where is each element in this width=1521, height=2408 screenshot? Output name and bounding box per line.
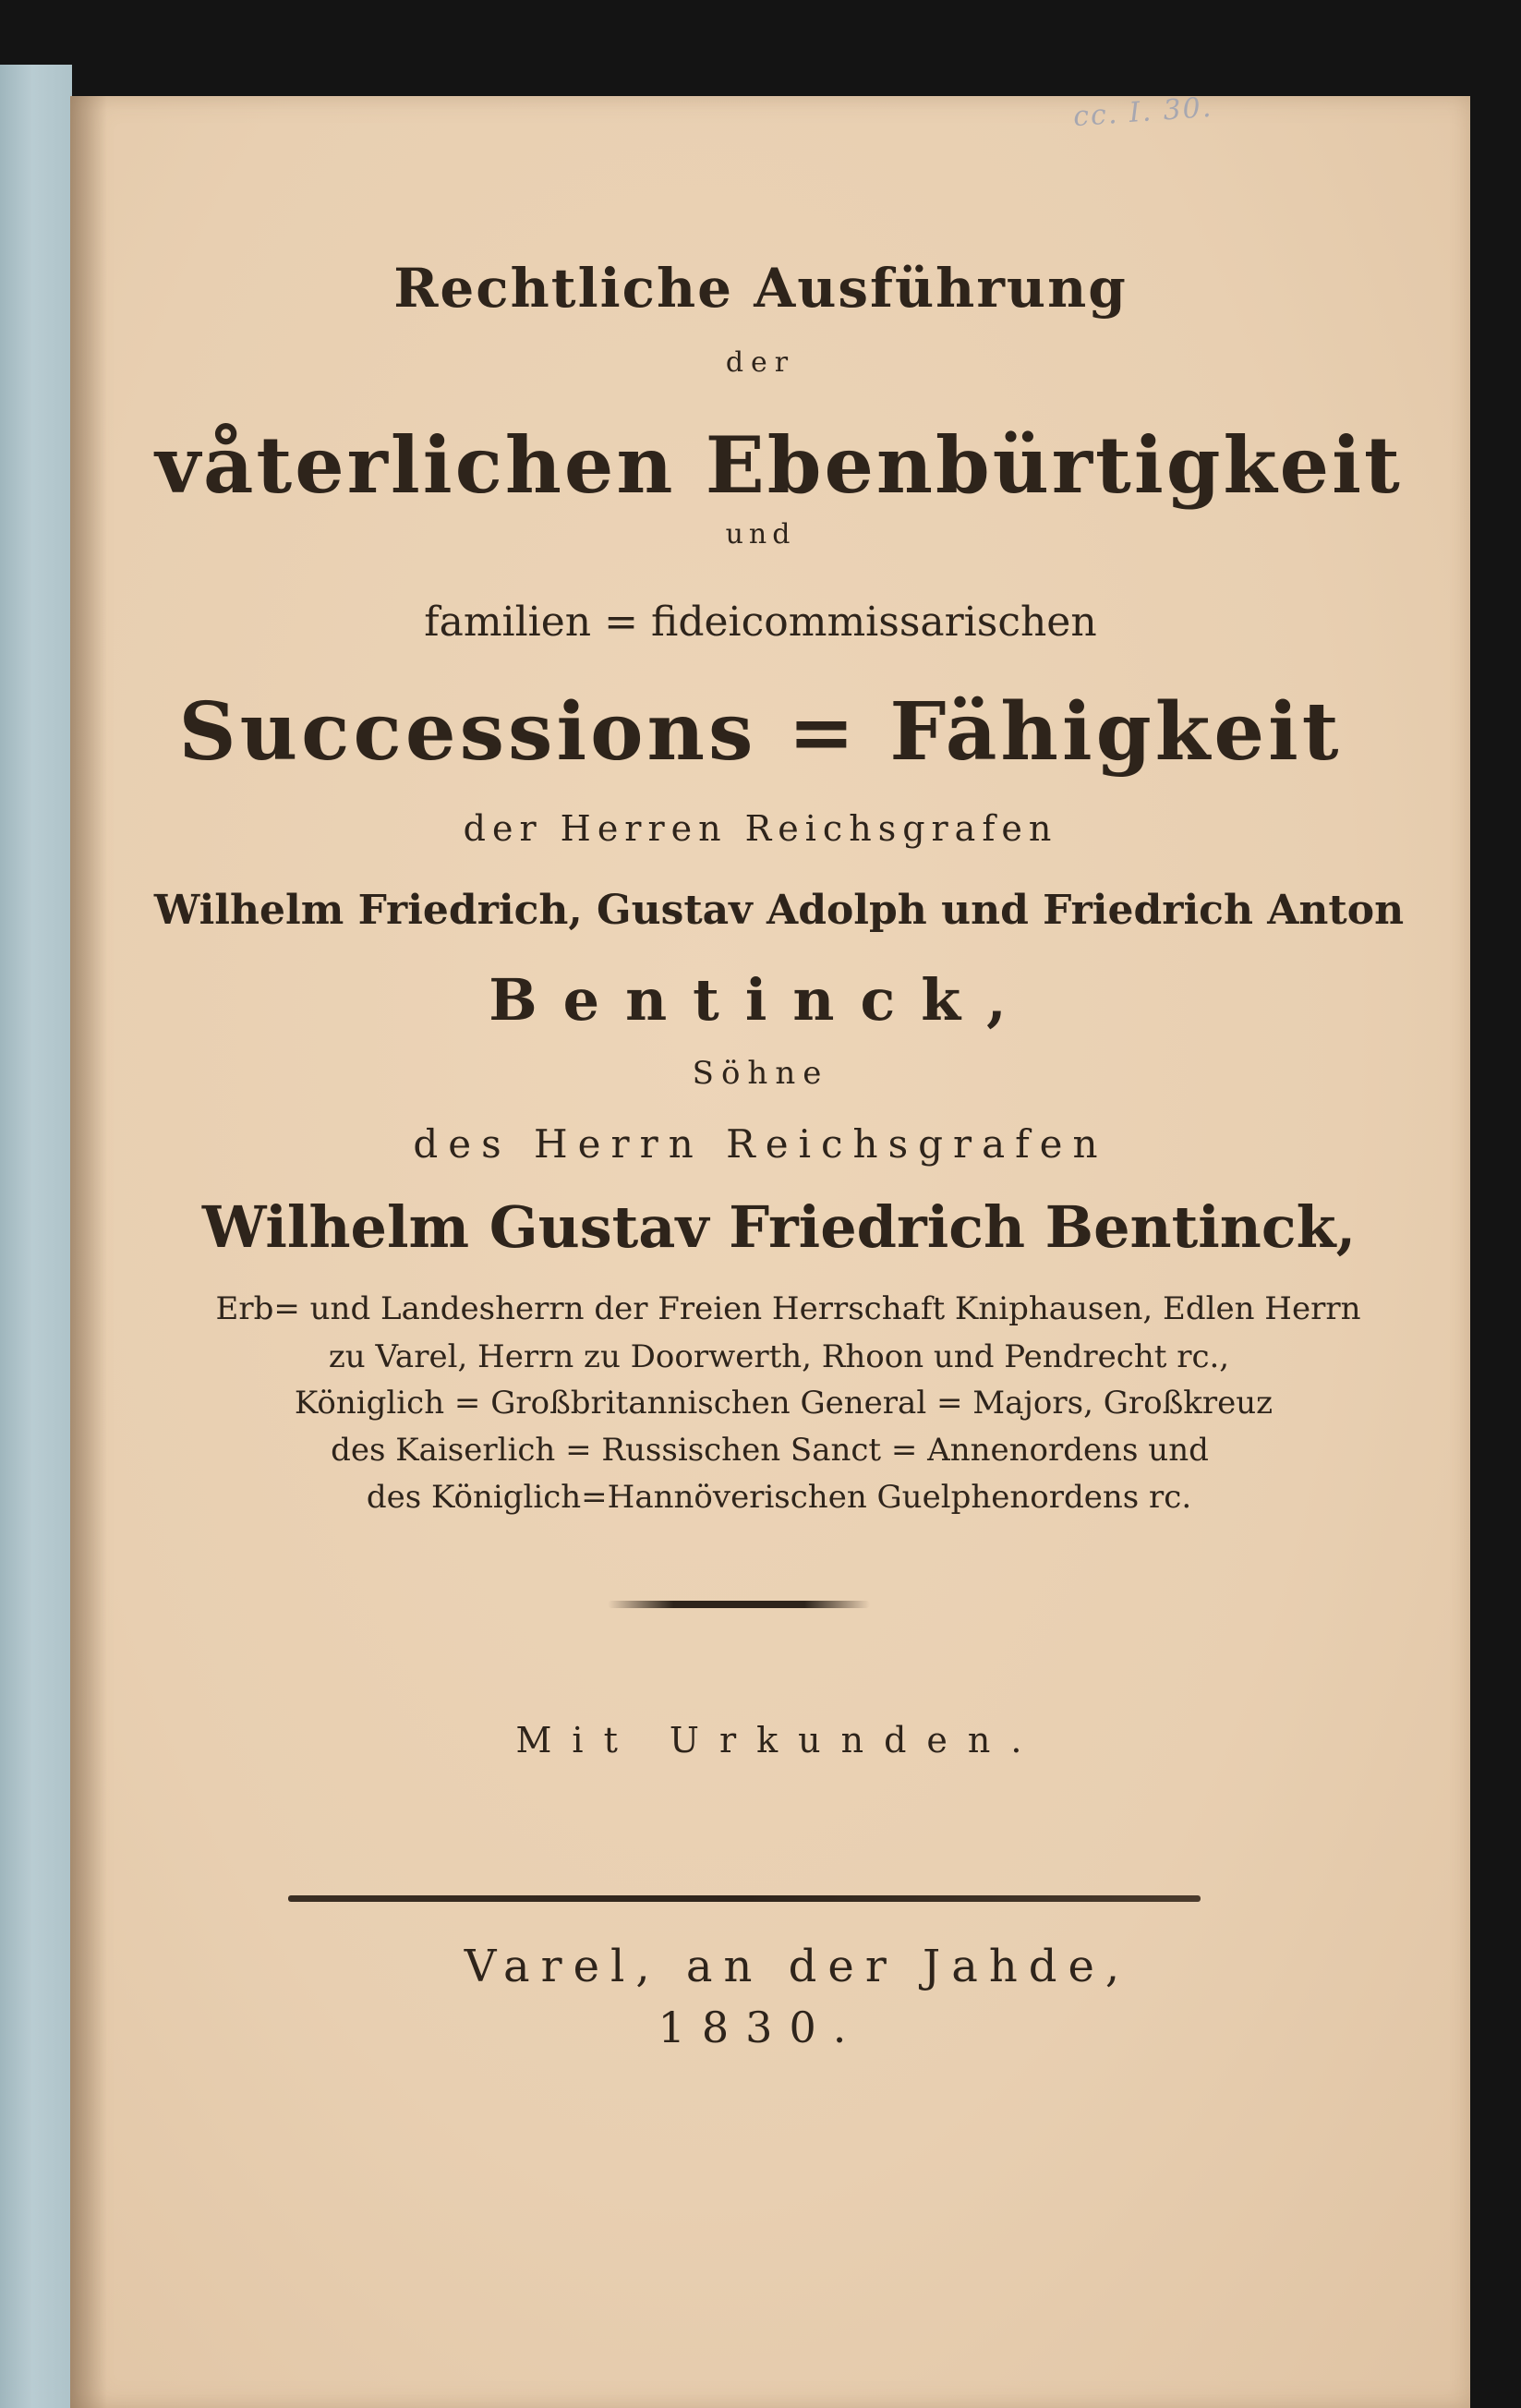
title-line-4: und	[725, 518, 796, 551]
title-line-7: der Herren Reichsgrafen	[463, 808, 1058, 849]
title-line-11: des Herrn Reichsgrafen	[413, 1121, 1108, 1167]
title-line-10: Söhne	[692, 1055, 829, 1092]
title-line-14: zu Varel, Herrn zu Doorwerth, Rhoon und Pendrecht rc.,	[328, 1338, 1230, 1375]
title-line-16: des Kaiserlich = Russischen Sanct = Annenordens und	[331, 1432, 1209, 1469]
imprint-year: 1830.	[658, 2003, 863, 2052]
imprint-place: Varel, an der Jahde,	[464, 1941, 1131, 1992]
title-line-8: Wilhelm Friedrich, Gustav Adolph und Friedrich Anton	[153, 887, 1405, 934]
title-line-18: Mit Urkunden.	[515, 1720, 1043, 1761]
title-line-13: Erb= und Landesherrn der Freien Herrschaft Kniphausen, Edlen Herrn	[215, 1290, 1361, 1327]
decorative-rule-short	[608, 1601, 870, 1608]
title-line-15: Königlich = Großbritannischen General = Majors, Großkreuz	[294, 1385, 1274, 1422]
title-line-2: der	[725, 346, 796, 379]
title-line-6: Successions = Fähigkeit	[178, 685, 1343, 779]
title-line-3: våterlichen Ebenbürtigkeit	[155, 419, 1403, 511]
shelfmark-annotation: cc. I. 30.	[1071, 91, 1214, 134]
title-line-9: Bentinck,	[489, 966, 1032, 1034]
title-line-5: familien = fideicommissarischen	[424, 599, 1097, 646]
title-line-17: des Königlich=Hannöverischen Guelphenordens rc.	[366, 1479, 1192, 1516]
title-line-1: Rechtliche Ausführung	[393, 257, 1128, 320]
decorative-rule-long	[288, 1895, 1201, 1902]
title-line-12: Wilhelm Gustav Friedrich Bentinck,	[201, 1193, 1357, 1261]
